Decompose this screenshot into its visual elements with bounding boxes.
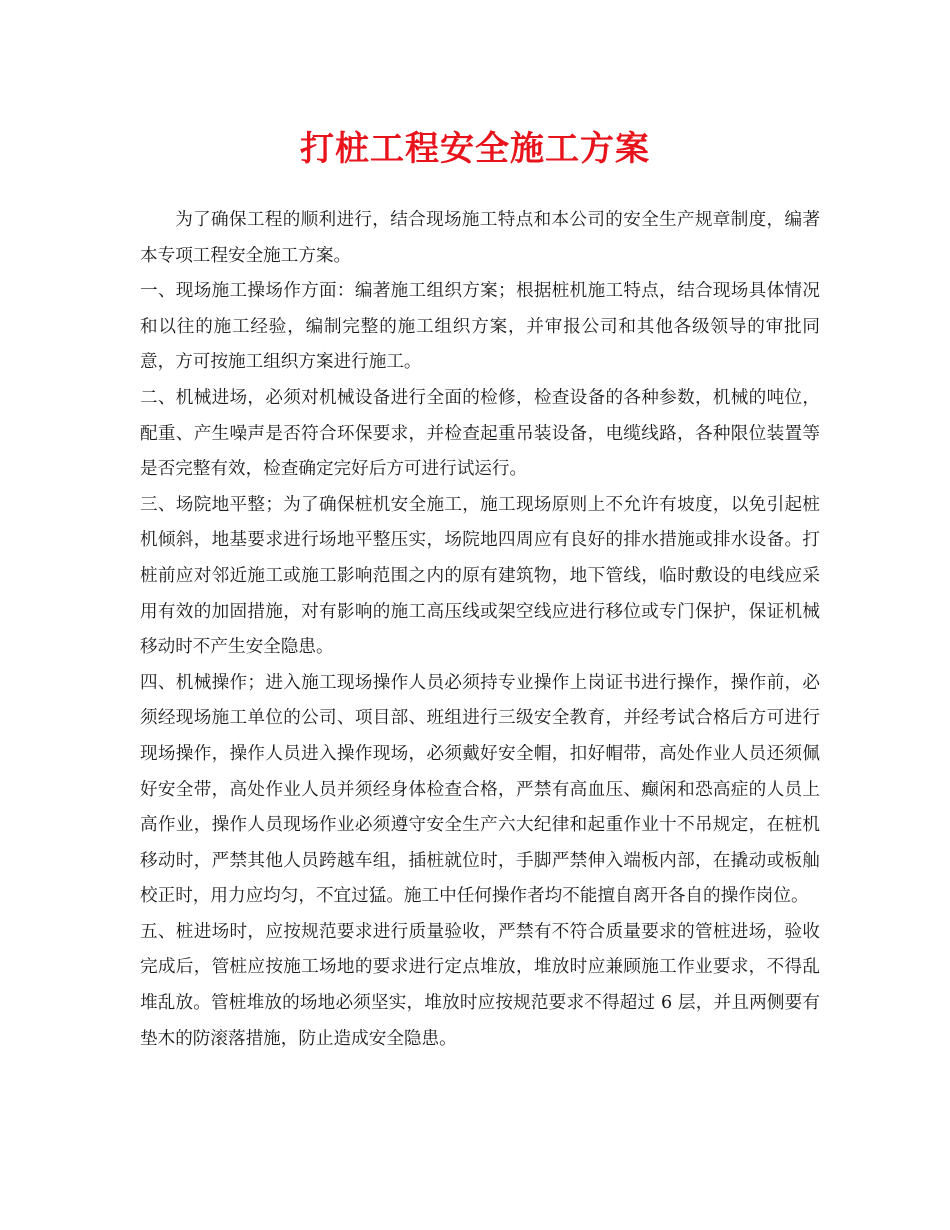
paragraph-section-3: 三、场院地平整；为了确保桩机安全施工，施工现场原则上不允许有坡度，以免引起桩机倾斜，地基要求进行场地平整压实，场院地四周应有良好的排水措施或排水设备。打桩前应对邻近施工或施工影响范围之内的原有建筑物，地下管线，临时敷设的电线应采用有效的加固措施，对有影响的施工高压线或架空线应进行移位或专门保护，保证机械移动时不产生安全隐患。 [140,494,820,658]
document-title: 打桩工程安全施工方案 [300,129,650,169]
paragraph-section-1: 一、现场施工操场作方面：编著施工组织方案；根据桩机施工特点，结合现场具体情况和以往的施工经验，编制完整的施工组织方案，并审报公司和其他各级领导的审批同意，方可按施工组织方案进行施工。 [140,281,820,373]
paragraph-intro: 为了确保工程的顺利进行，结合现场施工特点和本公司的安全生产规章制度，编著本专项工程安全施工方案。 [140,210,820,266]
paragraph-section-4: 四、机械操作；进入施工现场操作人员必须持专业操作上岗证书进行操作，操作前，必须经现场施工单位的公司、项目部、班组进行三级安全教育，并经考试合格后方可进行现场操作，操作人员进入操作现场，必须戴好安全帽，扣好帽带，高处作业人员还须佩好安全带，高处作业人员并须经身体检查合格，严禁有高血压、癫闲和恐高症的人员上高作业，操作人员现场作业必须遵守安全生产六大纪律和起重作业十不吊规定，在桩机移动时，严禁其他人员跨越车组，插桩就位时，手脚严禁伸入端板内部，在撬动或板舢校正时，用力应均匀，不宜过猛。施工中任何操作者均不能擅自离开各自的操作岗位。 [140,672,820,907]
paragraph-section-2: 二、机械进场，必须对机械设备进行全面的检修，检查设备的各种参数，机械的吨位，配重、产生噪声是否符合环保要求，并检查起重吊装设备，电缆线路，各种限位装置等是否完整有效，检查确定完好后方可进行试运行。 [140,387,820,480]
document-body [140,203,820,1057]
paragraph-section-5: 五、桩进场时，应按规范要求进行质量验收，严禁有不符合质量要求的管桩进场，验收完成后，管桩应按施工场地的要求进行定点堆放，堆放时应兼顾施工作业要求，不得乱堆乱放。管桩堆放的场地必须坚实，堆放时应按规范要求不得超过 6 层，并且两侧要有垫木的防滚落措施，防止造成安全隐患。 [140,921,820,1049]
